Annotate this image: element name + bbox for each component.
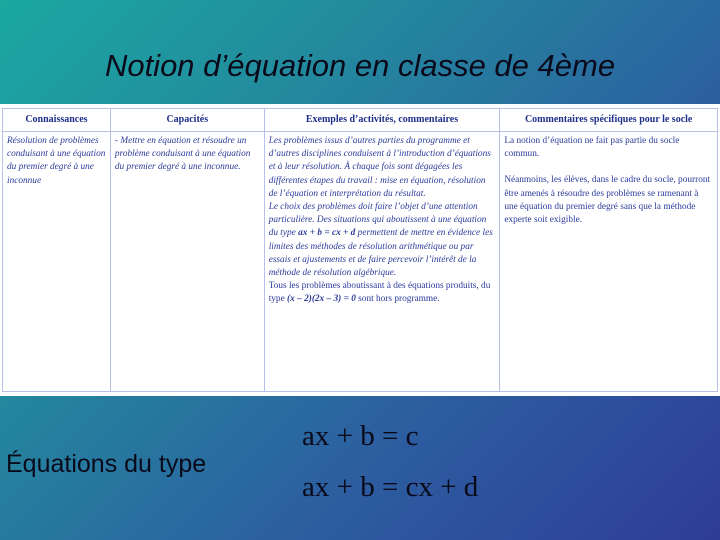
cell-capacites: - Mettre en équation et résoudre un problème conduisant à une équation du premier degré à une inconnue.: [110, 132, 264, 392]
program-table: [2, 108, 718, 392]
cell-connaissances: Résolution de problèmes conduisant à une équation du premier degré à une inconnue: [3, 132, 111, 392]
header-capacites: Capacités: [110, 109, 264, 132]
program-table-image: [0, 104, 720, 396]
cell-exemples: [264, 132, 500, 392]
exemples-paragraph-3-start: Tous les problèmes aboutissant à des équations produits, du type: [268, 281, 491, 305]
header-exemples: Exemples d’activités, commentaires: [264, 109, 500, 132]
table-header-row: [3, 109, 718, 132]
exemples-equation-inline: ax + b = cx + d: [298, 228, 356, 239]
exemples-paragraph-1: Les problèmes issus d’autres parties du programme et d’autres disciplines conduisent à l’introduction d’équations et à leur résolution. À chaque fois sont dégagées les différentes étapes du travail : mise en équation, résolution de l’équation et interprétation du résultat.: [268, 136, 491, 199]
exemples-product-equation: (x – 2)(2x – 3) = 0: [287, 294, 356, 305]
slide-title: Notion d’équation en classe de 4ème: [104, 48, 616, 83]
equation-ax-b-cx-d: ax + b = cx + d: [302, 471, 479, 503]
equations-label: Équations du type: [6, 450, 207, 478]
exemples-paragraph-3-end: sont hors programme.: [355, 294, 440, 305]
socle-paragraph-2: Néanmoins, les élèves, dans le cadre du socle, pourront être amenés à résoudre des problèmes se ramenant à une équation du premier degré sans que la méthode experte soit exigible.: [504, 175, 711, 226]
equation-ax-b-c: ax + b = c: [302, 420, 419, 452]
cell-socle: [500, 132, 718, 392]
socle-paragraph-1: La notion d’équation ne fait pas partie du socle commun.: [504, 136, 680, 160]
exemples-paragraph-2-start: Le choix des problèmes doit faire l’objet d’une attention particulière. Des situations qui aboutissent à une équation du type: [268, 202, 487, 239]
header-socle: Commentaires spécifiques pour le socle: [500, 109, 718, 132]
table-row: [3, 132, 718, 392]
exemples-paragraph-2-end: permettent de mettre en évidence les limites des méthodes de résolution arithmétique ou par essais et ajustements et de faire percevoir l’intérêt de la méthode de résolution algébrique.: [268, 228, 493, 279]
header-connaissances: Connaissances: [3, 109, 111, 132]
